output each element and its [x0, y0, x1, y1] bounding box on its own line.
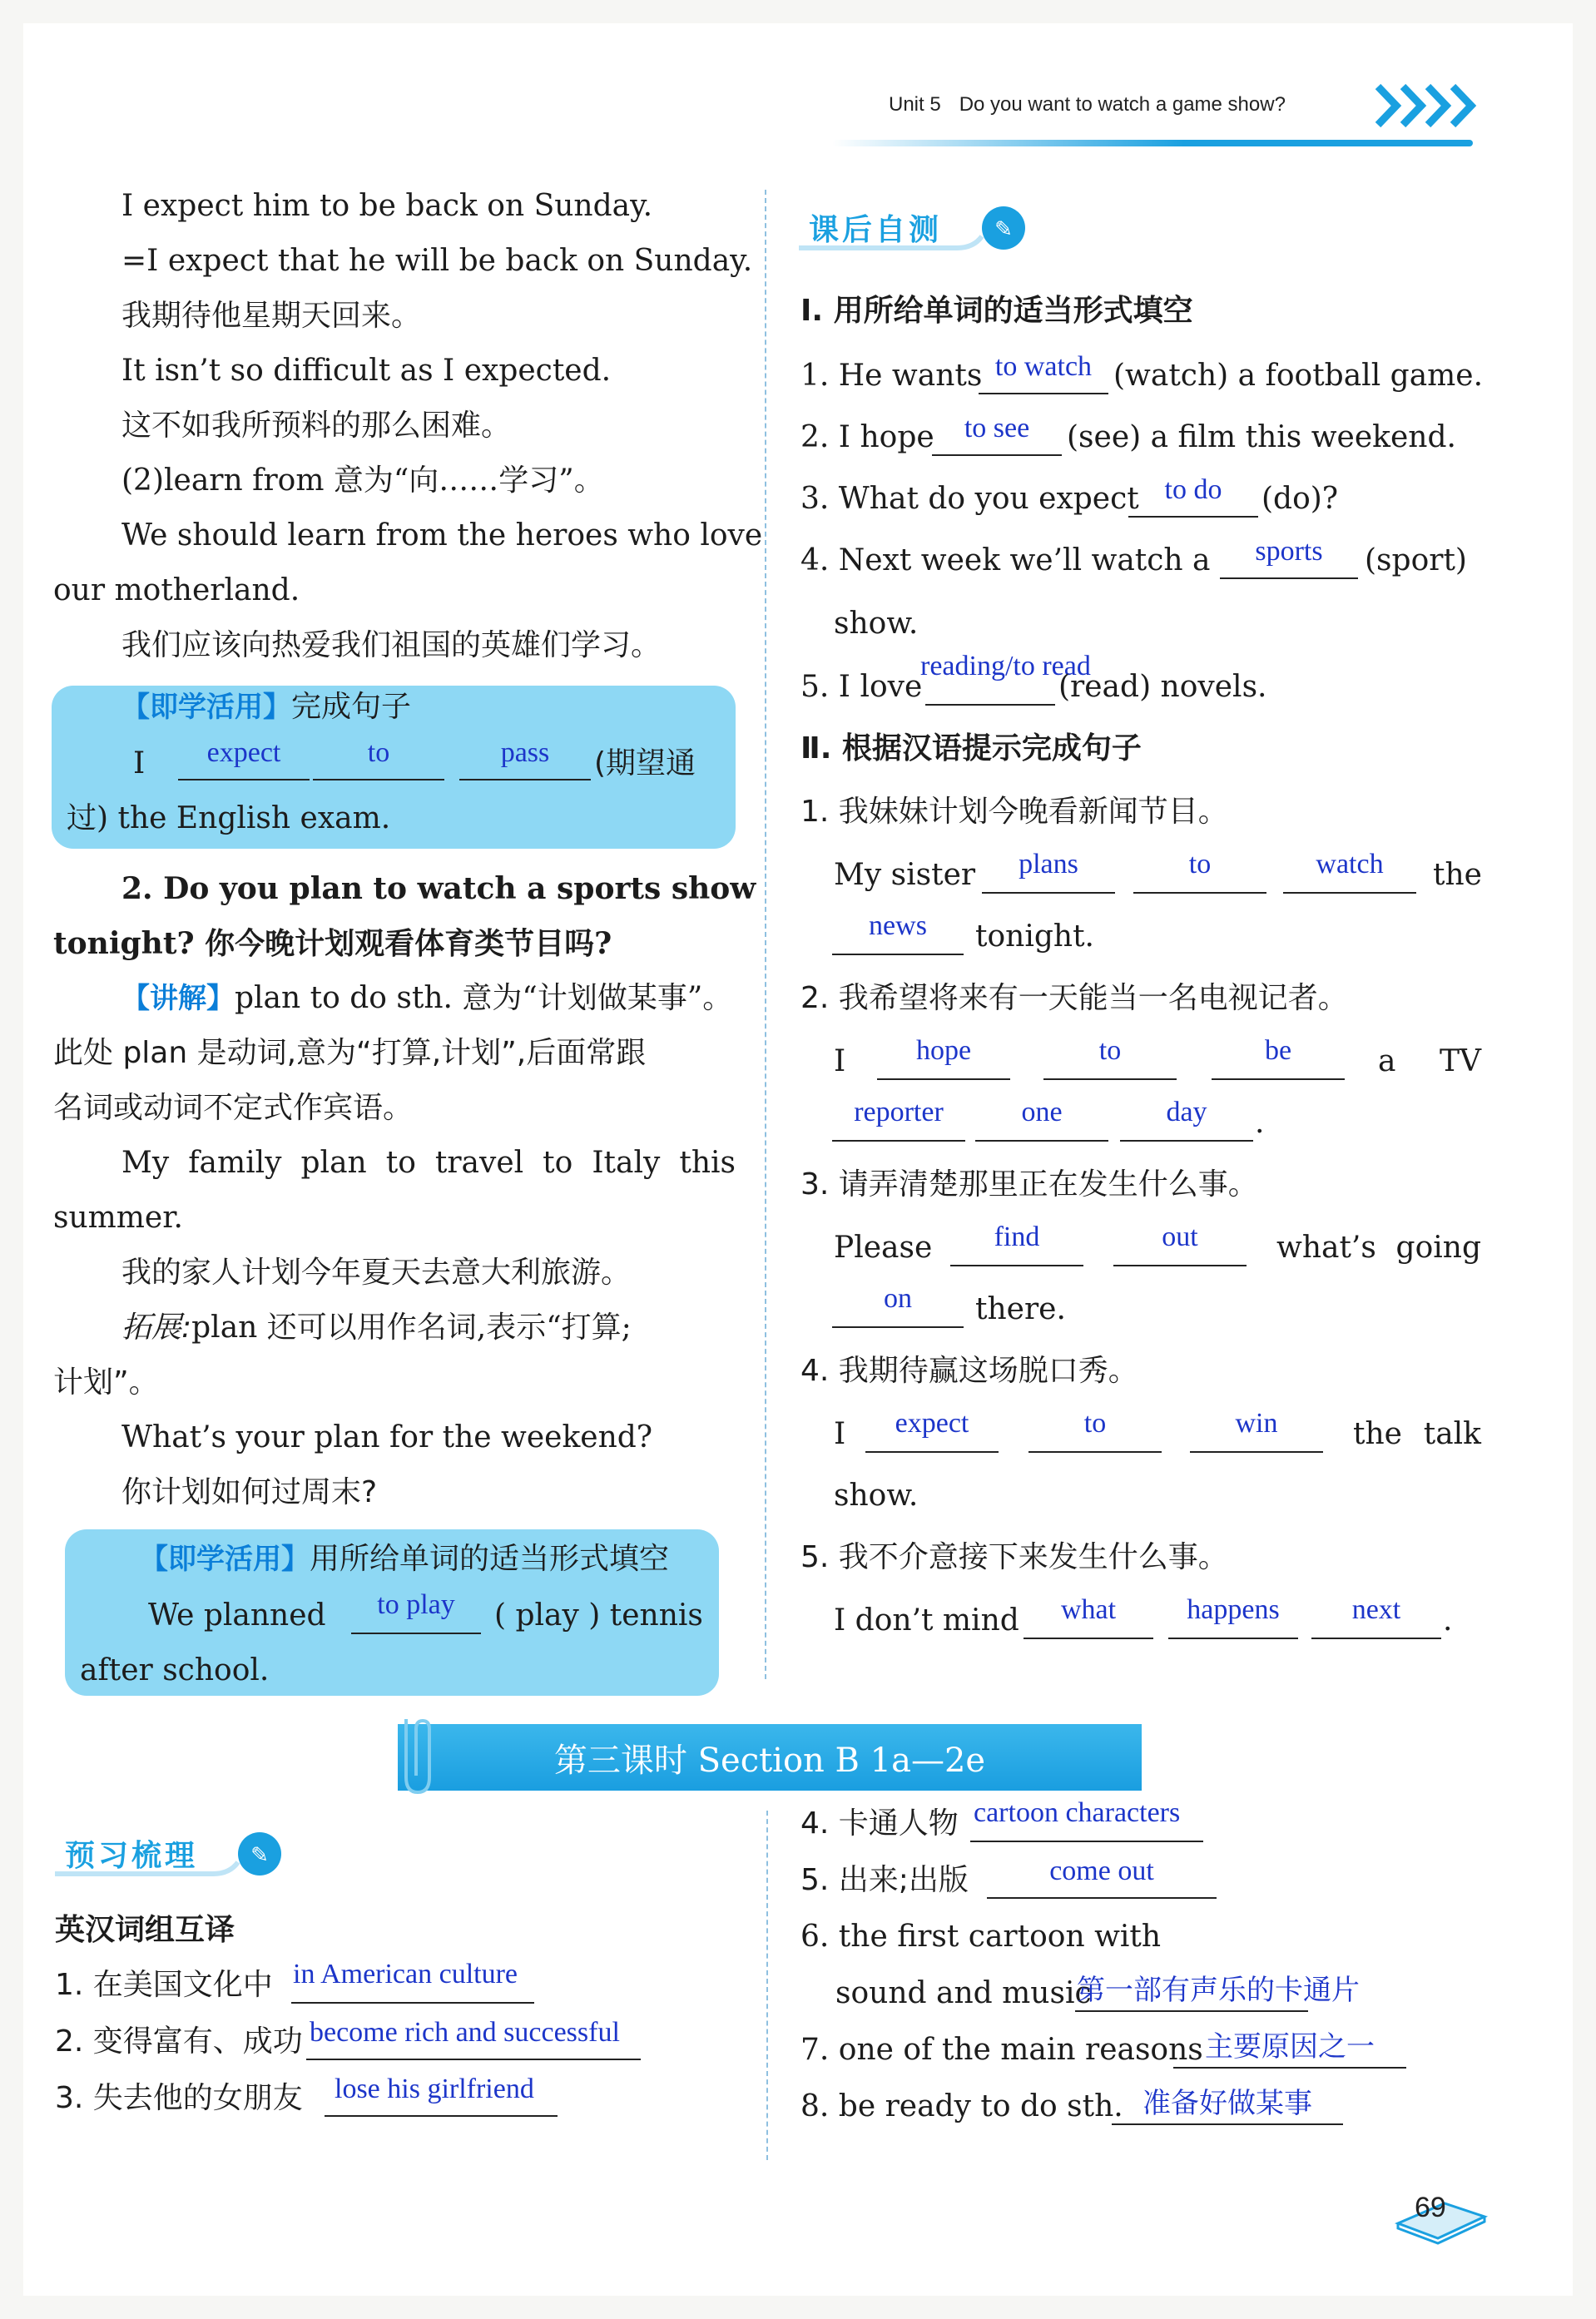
- exercise-text: (sport): [1365, 543, 1467, 577]
- exercise-item: 2. 我希望将来有一天能当一名电视记者。: [800, 981, 1348, 1015]
- exercise-item: 5. 我不介意接下来发生什么事。: [800, 1540, 1228, 1574]
- svg-text:✎: ✎: [994, 217, 1013, 242]
- practice-box-header: [140, 1541, 669, 1578]
- text-line: (2)learn from 意为“向……学习”。: [121, 463, 604, 498]
- svg-text:✎: ✎: [250, 1843, 269, 1868]
- vocab-item: 4. 卡通人物: [800, 1806, 959, 1841]
- text-line: 计划”。: [53, 1365, 159, 1400]
- exercise-item: 5. I love: [800, 670, 923, 704]
- answer-blank: [877, 1077, 1010, 1080]
- exercise-text: (do)?: [1261, 482, 1339, 516]
- answer-blank: [1283, 890, 1416, 894]
- unit-title: Do you want to watch a game show?: [959, 93, 1286, 116]
- text-line: 我们应该向热爱我们祖国的英雄们学习。: [121, 628, 662, 662]
- vocab-item: 6. the first cartoon with: [800, 1920, 1162, 1954]
- text-line: My family plan to travel to Italy this: [121, 1146, 736, 1180]
- answer-blank: [932, 453, 1062, 456]
- answer-blank: [1311, 1636, 1441, 1639]
- exercise-text: tonight.: [975, 919, 1094, 954]
- exercise-text: (watch) a football game.: [1113, 359, 1484, 393]
- answer-blank: [1028, 1449, 1162, 1453]
- text-line: =I expect that he will be back on Sunday.: [121, 244, 753, 278]
- text-line: I expect him to be back on Sunday.: [121, 189, 653, 223]
- exercise-text: show.: [834, 607, 919, 641]
- question-heading: 2. Do you plan to watch a sports show: [121, 871, 756, 906]
- text-line: 此处 plan 是动词,意为“打算,计划”,后面常跟: [53, 1036, 647, 1070]
- practice-box-header: [121, 689, 411, 726]
- page-number: 69: [1415, 2192, 1446, 2223]
- answer-blank: [1133, 890, 1266, 894]
- text-line: after school.: [80, 1653, 270, 1687]
- text-line: 过) the English exam.: [67, 801, 391, 835]
- answer-blank: [832, 1325, 964, 1328]
- running-header: [889, 93, 1286, 116]
- answer-text: out: [1162, 1221, 1198, 1252]
- answer-blank: [1075, 2009, 1308, 2012]
- explain-text: plan to do sth. 意为“计划做某事”。: [235, 981, 733, 1015]
- answer-blank: [1043, 1077, 1177, 1080]
- answer-text: in American culture: [293, 1959, 518, 1989]
- answer-blank: [975, 1138, 1108, 1142]
- answer-text: 主要原因之一: [1205, 2032, 1375, 2063]
- text-line: What’s your plan for the weekend?: [121, 1420, 653, 1454]
- extension-line: [121, 1310, 632, 1346]
- vocab-item: 8. be ready to do sth.: [800, 2089, 1123, 2123]
- exercise-text: (see) a film this weekend.: [1067, 420, 1456, 454]
- text-line: I: [133, 746, 146, 780]
- exercise-text: My sister: [834, 858, 976, 892]
- answer-text: to play: [377, 1589, 455, 1620]
- answer-blank: [1173, 2065, 1406, 2069]
- exercise-text: show.: [834, 1479, 919, 1513]
- answer-text: pass: [500, 737, 550, 768]
- answer-text: what: [1060, 1594, 1117, 1625]
- exercise-text: the talk: [1353, 1417, 1481, 1451]
- answer-blank: [950, 1263, 1083, 1266]
- extension-text: plan 还可以用作名词,表示“打算;: [191, 1311, 632, 1345]
- answer-text: 准备好做某事: [1142, 2089, 1312, 2119]
- text-line: 我的家人计划今年夏天去意大利旅游。: [121, 1256, 632, 1290]
- exercise-text: I: [834, 1417, 846, 1451]
- answer-text: to see: [964, 413, 1030, 443]
- answer-text: find: [994, 1221, 1040, 1252]
- answer-blank: [1212, 1077, 1345, 1080]
- vocab-item-cont: sound and music: [835, 1976, 1092, 2010]
- extension-tag: 拓展:: [121, 1311, 192, 1345]
- answer-blank: [178, 777, 310, 780]
- explain-line: [121, 980, 732, 1017]
- badge-title: 课后自测: [809, 213, 943, 247]
- answer-blank: [459, 777, 591, 780]
- text-line: 这不如我所预料的那么困难。: [121, 409, 512, 443]
- answer-blank: [1113, 1263, 1247, 1266]
- column-divider: [765, 190, 766, 1679]
- exercise-text: I don’t mind: [834, 1603, 1019, 1638]
- practice-instruction: 用所给单词的适当形式填空: [310, 1542, 670, 1576]
- answer-text: to: [1188, 849, 1212, 880]
- answer-blank: [1168, 1636, 1298, 1639]
- answer-text: come out: [1049, 1856, 1154, 1886]
- answer-blank: [291, 2000, 534, 2004]
- answer-blank: [982, 890, 1115, 894]
- answer-blank: [1220, 576, 1358, 579]
- answer-blank: [306, 2057, 641, 2060]
- section-title: 英汉词组互译: [55, 1913, 235, 1947]
- text-line: our motherland.: [53, 573, 300, 607]
- answer-blank: [979, 391, 1108, 394]
- answer-text: cartoon characters: [974, 1797, 1181, 1828]
- exercise-item: 2. I hope: [800, 420, 934, 454]
- vocab-item: 1. 在美国文化中: [55, 1968, 273, 2002]
- answer-text: happens: [1187, 1594, 1280, 1625]
- column-divider: [766, 1811, 768, 2160]
- answer-blank: [351, 1631, 481, 1634]
- explain-tag: 【讲解】: [121, 982, 235, 1015]
- answer-text: watch: [1316, 849, 1384, 880]
- text-line: We should learn from the heroes who love: [121, 518, 763, 552]
- answer-text: news: [869, 910, 927, 941]
- answer-text: next: [1351, 1594, 1401, 1625]
- exercise-text: I: [834, 1044, 846, 1078]
- answer-blank: [1112, 2122, 1343, 2125]
- exercise-item: 1. He wants: [800, 359, 983, 393]
- unit-label: Unit 5: [889, 93, 941, 116]
- answer-text: win: [1235, 1408, 1278, 1439]
- answer-text: to: [1098, 1035, 1122, 1066]
- answer-text: to: [1083, 1408, 1107, 1439]
- vocab-item: 3. 失去他的女朋友: [55, 2081, 303, 2115]
- exercise-text: (read) novels.: [1058, 670, 1267, 704]
- answer-blank: [325, 2113, 558, 2117]
- vocab-item: 7. one of the main reasons: [800, 2033, 1203, 2067]
- answer-text: day: [1166, 1097, 1207, 1127]
- answer-text: expect: [206, 737, 281, 768]
- answer-text: reporter: [854, 1097, 944, 1127]
- exercise-item: 3. 请弄清楚那里正在发生什么事。: [800, 1167, 1258, 1202]
- answer-blank: [925, 702, 1055, 706]
- answer-text: hope: [915, 1035, 972, 1066]
- text-line: 我期待他星期天回来。: [121, 299, 422, 333]
- section-title: Ⅰ. 用所给单词的适当形式填空: [800, 294, 1193, 328]
- answer-blank: [1024, 1636, 1153, 1639]
- lesson-banner: [398, 1724, 1142, 1791]
- answer-blank: [1128, 514, 1258, 518]
- text-line: We planned: [148, 1598, 326, 1633]
- answer-text: sports: [1255, 536, 1323, 567]
- exercise-item: 1. 我妹妹计划今晚看新闻节目。: [800, 795, 1228, 829]
- text-line: ( play ) tennis: [494, 1598, 703, 1633]
- answer-text: lose his girlfriend: [335, 2074, 534, 2104]
- chevron-arrows-icon: [1375, 77, 1483, 135]
- answer-blank: [1120, 1138, 1253, 1142]
- practice-tag: 【即学活用】: [121, 691, 291, 724]
- answer-text: be: [1264, 1035, 1292, 1066]
- section-badge: [55, 1829, 288, 1880]
- exercise-text: a TV: [1378, 1044, 1481, 1078]
- vocab-item: 5. 出来;出版: [800, 1863, 969, 1897]
- answer-text: on: [884, 1283, 912, 1314]
- practice-instruction: 完成句子: [291, 690, 412, 724]
- badge-title: 预习梳理: [65, 1839, 199, 1873]
- section-title: Ⅱ. 根据汉语提示完成句子: [800, 731, 1142, 766]
- answer-text: expect: [895, 1408, 969, 1439]
- practice-tag: 【即学活用】: [140, 1543, 310, 1576]
- text-line: summer.: [53, 1201, 183, 1235]
- text-line: 名词或动词不定式作宾语。: [53, 1091, 414, 1125]
- text-line: 你计划如何过周末?: [121, 1475, 378, 1509]
- vocab-item: 2. 变得富有、成功: [55, 2024, 303, 2059]
- exercise-text: what’s going: [1276, 1231, 1481, 1265]
- question-heading: tonight? 你今晚计划观看体育类节目吗?: [53, 926, 612, 961]
- text-line: It isn’t so difficult as I expected.: [121, 354, 612, 388]
- answer-blank: [970, 1839, 1203, 1842]
- answer-text: become rich and successful: [310, 2017, 620, 2048]
- answer-text: to do: [1164, 474, 1222, 505]
- answer-text: to: [367, 737, 390, 768]
- answer-blank: [832, 1138, 965, 1142]
- exercise-item: 3. What do you expect: [800, 482, 1139, 516]
- header-rule: [832, 140, 1473, 146]
- answer-blank: [313, 777, 444, 780]
- answer-text: one: [1021, 1097, 1063, 1127]
- answer-text: to watch: [994, 351, 1093, 382]
- answer-blank: [832, 952, 964, 955]
- exercise-text: .: [1255, 1106, 1265, 1140]
- answer-text: 第一部有声乐的卡通片: [1077, 1975, 1360, 2006]
- exercise-text: .: [1443, 1603, 1453, 1638]
- exercise-text: the: [1433, 858, 1482, 892]
- exercise-text: Please: [834, 1231, 933, 1265]
- text-line: (期望通: [594, 746, 696, 780]
- section-badge: [799, 203, 1032, 255]
- exercise-text: there.: [975, 1292, 1066, 1326]
- exercise-item: 4. Next week we’ll watch a: [800, 543, 1211, 577]
- answer-blank: [1190, 1449, 1323, 1453]
- answer-blank: [865, 1449, 999, 1453]
- answer-text: plans: [1019, 849, 1078, 880]
- answer-blank: [987, 1895, 1217, 1899]
- banner-title: 第三课时 Section B 1a—2e: [553, 1742, 986, 1780]
- answer-text: reading/to read: [920, 651, 1091, 681]
- exercise-item: 4. 我期待赢这场脱口秀。: [800, 1354, 1138, 1388]
